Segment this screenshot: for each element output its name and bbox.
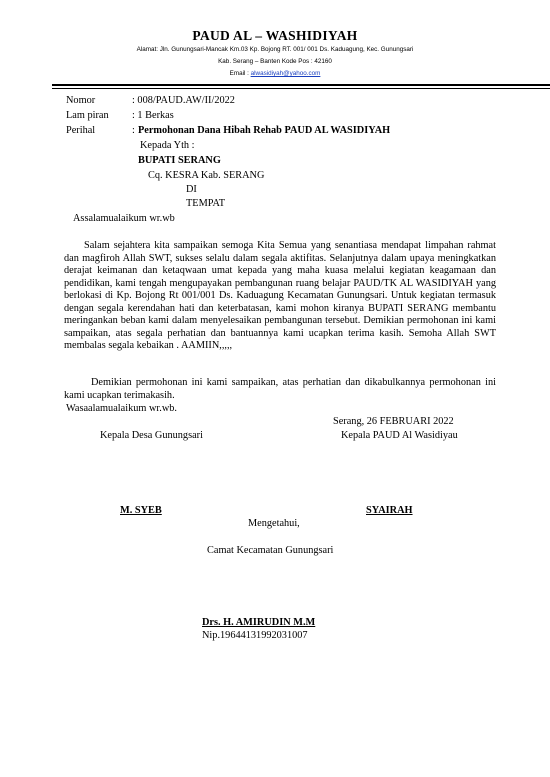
lampiran-value: : 1 Berkas bbox=[132, 110, 174, 121]
letter-date: Serang, 26 FEBRUARI 2022 bbox=[333, 416, 454, 427]
email-label: Email : bbox=[229, 70, 251, 77]
closing-salam: Wasaalamualaikum wr.wb. bbox=[66, 403, 177, 414]
nomor-label: Nomor bbox=[66, 95, 96, 106]
letterhead-email-line bbox=[0, 70, 550, 77]
lampiran-label: Lam piran bbox=[66, 110, 109, 121]
perihal-value: Permohonan Dana Hibah Rehab PAUD AL WASIDIYAH bbox=[138, 125, 391, 136]
left-signer-name: M. SYEB bbox=[120, 505, 162, 516]
letterhead-address-line2: Kab. Serang – Banten Kode Pos : 42160 bbox=[218, 58, 332, 65]
letterhead-rule-thick bbox=[52, 84, 550, 86]
recipient-di: DI bbox=[186, 184, 197, 195]
recipient-kepada: Kepada Yth : bbox=[140, 140, 195, 151]
mengetahui-label: Mengetahui, bbox=[248, 518, 300, 529]
email-link[interactable]: alwasidiyah@yahoo.com bbox=[250, 70, 321, 77]
perihal-colon: : bbox=[132, 125, 135, 136]
left-signer-title: Kepala Desa Gunungsari bbox=[100, 430, 203, 441]
recipient-tempat: TEMPAT bbox=[186, 198, 226, 209]
greeting: Assalamualaikum wr.wb bbox=[73, 213, 175, 224]
camat-name: Drs. H. AMIRUDIN M.M bbox=[202, 617, 316, 628]
right-signer-title: Kepala PAUD Al Wasidiyau bbox=[341, 430, 458, 441]
letterhead-title: PAUD AL – WASHIDIYAH bbox=[192, 28, 358, 43]
nomor-value: : 008/PAUD.AW/II/2022 bbox=[132, 95, 235, 106]
perihal-label: Perihal bbox=[66, 125, 96, 136]
recipient-cq: Cq. KESRA Kab. SERANG bbox=[148, 170, 265, 181]
letterhead-rule-thin bbox=[52, 88, 550, 89]
body-paragraph-2: Demikian permohonan ini kami sampaikan, atas perhatian dan dikabulkannya permohonan ini kami ucapkan terimakasih. bbox=[64, 377, 496, 401]
right-signer-name: SYAIRAH bbox=[366, 505, 413, 516]
recipient-name: BUPATI SERANG bbox=[138, 155, 221, 166]
letterhead-address-line1: Alamat: Jln. Gunungsari-Mancak Km.03 Kp. Bojong RT. 001/ 001 Ds. Kaduagung, Kec. Gunungsari bbox=[136, 46, 414, 53]
camat-title: Camat Kecamatan Gunungsari bbox=[207, 545, 334, 556]
body-paragraph-1: Salam sejahtera kita sampaikan semoga Kita Semua yang senantiasa mendapat limpahan rahmat dan magfiroh Allah SWT, sukses selalu dalam segala aktifitas. Selanjutnya dalam upaya meningkatkan derajat keimanan dan ketaqwaan umat kepada yang maha kuasa melalui kegiatan keagamaan dan pendidikan, kami tengah mengupayakan pembangunan ruang belajar PAUD/TK AL WASIDIYAH yang berlokasi di Kp. Bojong Rt 001/001 Ds. Kaduagung Kecamatan Gunungsari. Untuk kegiatan termasuk dengan segala kerendahan hati dan keterbatasan, kami mohon kiranya BUPATI SERANG membantu meringankan beban kami dalam menyelesaikan pembangunan tersebut. Demikian permohonan ini kami sampaikan, atas segala perhatian dan bantuannya kami ucapkan terima kasih. Semoha Allah SWT membalas segala kebaikan . AAMIIN,,,,, bbox=[64, 240, 496, 351]
camat-nip: Nip.19644131992031007 bbox=[202, 630, 308, 641]
